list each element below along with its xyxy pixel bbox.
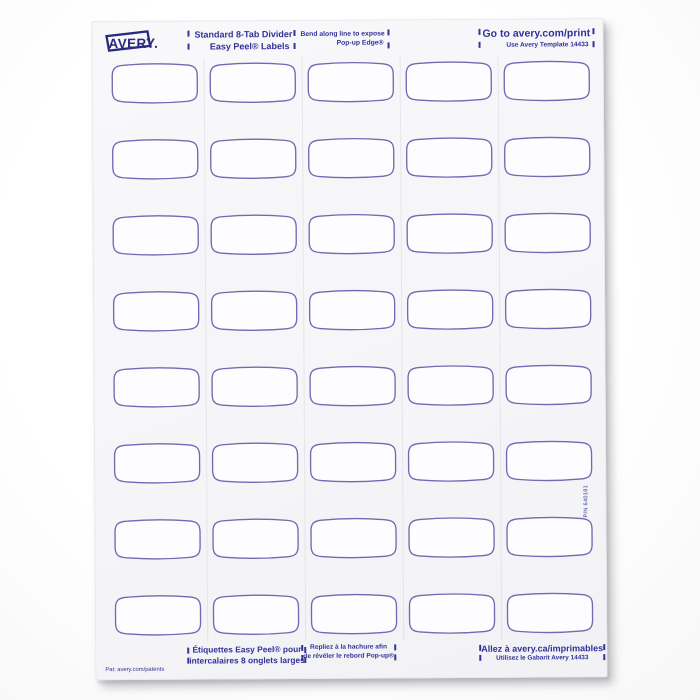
divider-label	[113, 366, 201, 410]
divider-label	[504, 211, 592, 255]
goto-line2: Use Avery Template 14433	[506, 40, 589, 49]
divider-label	[209, 61, 297, 105]
divider-label	[506, 591, 594, 635]
footer-fr-goto	[479, 642, 604, 663]
divider-label	[307, 136, 395, 180]
label-sheet	[91, 18, 607, 680]
divider-label	[308, 212, 396, 256]
divider-label	[210, 289, 298, 333]
divider-label	[504, 363, 592, 407]
divider-label	[209, 137, 297, 181]
perforation-dash	[603, 645, 605, 661]
divider-label	[505, 515, 593, 559]
divider-label	[503, 135, 591, 179]
divider-label	[408, 592, 496, 636]
label-grid	[92, 19, 606, 679]
divider-label	[505, 439, 593, 483]
perforation-dash	[394, 644, 396, 660]
avery-logo-text: AVERY.	[108, 35, 159, 52]
footer-fr-bend	[301, 643, 394, 661]
fr-bend-line1: Repliez à la hachure afin	[310, 643, 388, 651]
divider-label	[211, 441, 299, 485]
divider-label	[406, 364, 494, 408]
divider-label	[406, 212, 494, 256]
divider-label	[307, 60, 395, 104]
patent-note: Pat: avery.com/patents	[105, 666, 165, 674]
divider-label	[112, 290, 200, 334]
divider-label	[210, 365, 298, 409]
fr-bend-line2: de révéler le rebord Pop-up®	[303, 652, 394, 660]
divider-label	[111, 138, 199, 182]
bend-note-line2: Pop-up Edge®	[336, 39, 384, 47]
divider-label	[212, 593, 300, 637]
footer-fr-labels	[187, 643, 305, 667]
divider-label	[112, 214, 200, 258]
divider-label	[308, 364, 396, 408]
divider-label	[503, 59, 591, 103]
divider-label	[309, 440, 397, 484]
divider-label	[504, 287, 592, 331]
divider-label	[308, 288, 396, 332]
divider-label	[406, 288, 494, 332]
divider-label	[405, 60, 493, 104]
divider-label	[407, 516, 495, 560]
divider-label	[211, 517, 299, 561]
divider-label	[114, 594, 202, 638]
fr-goto-line1: Allez à avery.ca/imprimables	[481, 643, 604, 654]
divider-label	[210, 213, 298, 257]
goto-line1: Go to avery.com/print	[482, 27, 591, 40]
product-title-line1: Standard 8-Tab Divider	[194, 29, 293, 40]
bend-note-line1: Bend along line to expose	[300, 30, 385, 38]
divider-label	[407, 440, 495, 484]
divider-label	[405, 136, 493, 180]
divider-label	[310, 592, 398, 636]
divider-label	[309, 516, 397, 560]
part-number: P/N 640181	[583, 484, 590, 518]
fr-labels-line2: intercalaires 8 onglets larges	[189, 655, 305, 667]
divider-label	[111, 62, 199, 106]
divider-label	[113, 442, 201, 486]
fr-goto-line2: Utilisez le Gabarit Avery 14433	[496, 654, 589, 662]
divider-label	[113, 518, 201, 562]
product-title-line2: Easy Peel® Labels	[209, 40, 290, 52]
fr-labels-line1: Étiquettes Easy Peel® pour	[192, 643, 302, 655]
